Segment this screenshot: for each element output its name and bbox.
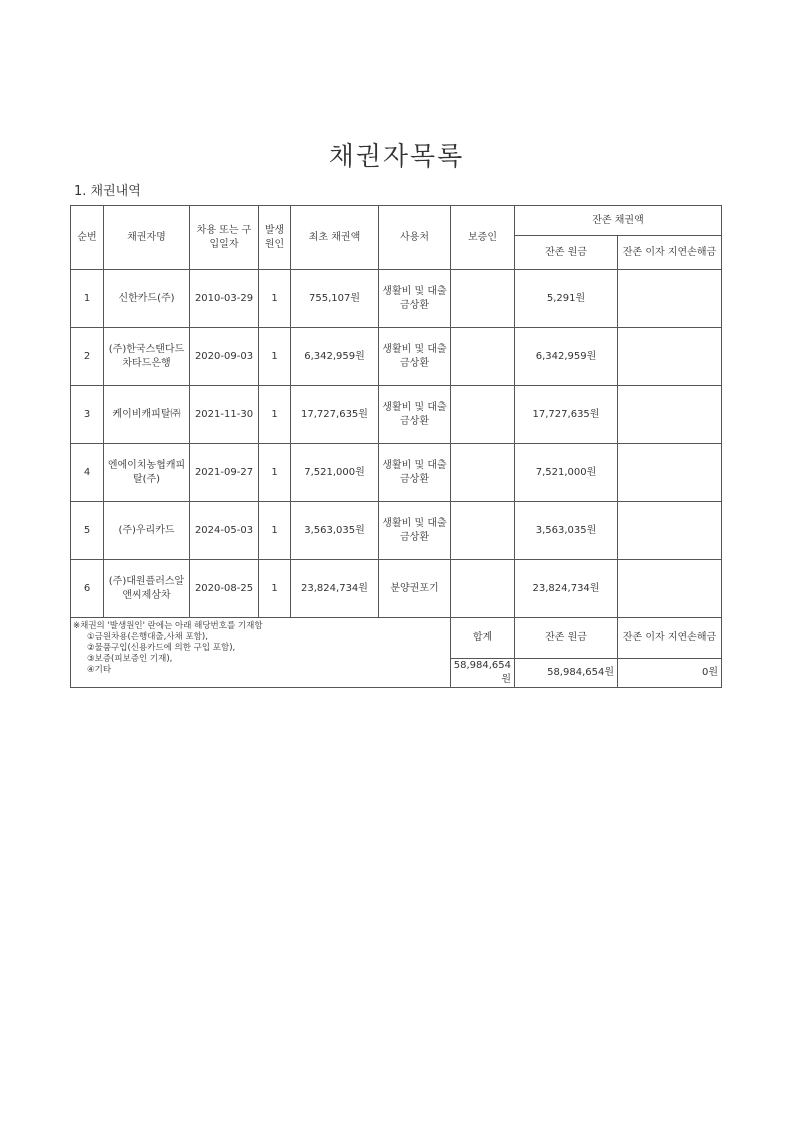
cell-creditor: 신한카드(주) xyxy=(104,270,190,328)
notes-item: ④기타 xyxy=(87,665,112,675)
cell-interest xyxy=(618,560,722,618)
cell-no: 5 xyxy=(71,502,104,560)
cell-creditor: (주)대원플러스알앤씨제삼차 xyxy=(104,560,190,618)
cell-cause: 1 xyxy=(259,444,291,502)
cell-initial: 23,824,734원 xyxy=(291,560,379,618)
cell-usage: 생활비 및 대출금상환 xyxy=(379,386,451,444)
creditor-table xyxy=(70,205,722,688)
header-creditor: 채권자명 xyxy=(104,206,190,270)
cell-guarantor xyxy=(451,386,515,444)
cell-principal: 17,727,635원 xyxy=(515,386,618,444)
cell-date: 2020-08-25 xyxy=(190,560,259,618)
table-row xyxy=(71,560,722,618)
cell-cause: 1 xyxy=(259,328,291,386)
cell-cause: 1 xyxy=(259,270,291,328)
cell-creditor: 케이비캐피탈㈜ xyxy=(104,386,190,444)
header-cause: 발생 원인 xyxy=(259,206,291,270)
cell-principal: 3,563,035원 xyxy=(515,502,618,560)
cell-creditor: (주)한국스탠다드차타드은행 xyxy=(104,328,190,386)
summary-label-row xyxy=(71,618,722,659)
cell-no: 6 xyxy=(71,560,104,618)
cell-interest xyxy=(618,328,722,386)
cell-no: 3 xyxy=(71,386,104,444)
notes-item: ②물품구입(신용카드에 의한 구입 포함), xyxy=(87,643,236,653)
cell-guarantor xyxy=(451,444,515,502)
table-row xyxy=(71,328,722,386)
notes-box xyxy=(71,618,451,688)
cell-date: 2020-09-03 xyxy=(190,328,259,386)
cell-cause: 1 xyxy=(259,386,291,444)
cell-guarantor xyxy=(451,270,515,328)
header-remaining: 잔존 채권액 xyxy=(515,206,722,236)
header-no: 순번 xyxy=(71,206,104,270)
cell-initial: 755,107원 xyxy=(291,270,379,328)
header-date: 차용 또는 구입일자 xyxy=(190,206,259,270)
table-row xyxy=(71,386,722,444)
cell-interest xyxy=(618,444,722,502)
summary-total-value: 58,984,654원 xyxy=(451,659,515,688)
header-usage: 사용처 xyxy=(379,206,451,270)
table-row xyxy=(71,270,722,328)
header-initial: 최초 채권액 xyxy=(291,206,379,270)
summary-interest-value: 0원 xyxy=(618,659,722,688)
table-row xyxy=(71,444,722,502)
cell-usage: 분양권포기 xyxy=(379,560,451,618)
notes-item: ③보증(피보증인 기재), xyxy=(87,654,173,664)
cell-interest xyxy=(618,386,722,444)
cell-guarantor xyxy=(451,328,515,386)
cell-usage: 생활비 및 대출금상환 xyxy=(379,444,451,502)
cell-date: 2021-09-27 xyxy=(190,444,259,502)
cell-usage: 생활비 및 대출금상환 xyxy=(379,502,451,560)
cell-no: 2 xyxy=(71,328,104,386)
cell-cause: 1 xyxy=(259,502,291,560)
summary-principal-value: 58,984,654원 xyxy=(515,659,618,688)
cell-initial: 6,342,959원 xyxy=(291,328,379,386)
notes-intro: ※채권의 '발생원인' 란에는 아래 해당번호를 기재함 xyxy=(73,621,263,631)
summary-total-label: 합계 xyxy=(451,618,515,659)
header-interest: 잔존 이자 지연손해금 xyxy=(618,236,722,270)
notes-item: ①금원차용(은행대출,사채 포함), xyxy=(87,632,208,642)
section-title: 1. 채권내역 xyxy=(74,184,141,199)
cell-interest xyxy=(618,502,722,560)
cell-cause: 1 xyxy=(259,560,291,618)
cell-initial: 3,563,035원 xyxy=(291,502,379,560)
cell-initial: 7,521,000원 xyxy=(291,444,379,502)
cell-date: 2010-03-29 xyxy=(190,270,259,328)
cell-principal: 7,521,000원 xyxy=(515,444,618,502)
cell-date: 2024-05-03 xyxy=(190,502,259,560)
table-row xyxy=(71,502,722,560)
cell-date: 2021-11-30 xyxy=(190,386,259,444)
cell-no: 4 xyxy=(71,444,104,502)
cell-principal: 5,291원 xyxy=(515,270,618,328)
cell-guarantor xyxy=(451,560,515,618)
cell-principal: 23,824,734원 xyxy=(515,560,618,618)
page-title: 채권자목록 xyxy=(328,142,465,172)
cell-no: 1 xyxy=(71,270,104,328)
header-guarantor: 보증인 xyxy=(451,206,515,270)
cell-principal: 6,342,959원 xyxy=(515,328,618,386)
summary-principal-label: 잔존 원금 xyxy=(515,618,618,659)
cell-guarantor xyxy=(451,502,515,560)
cell-creditor: 엔에이치농협캐피탈(주) xyxy=(104,444,190,502)
cell-creditor: (주)우리카드 xyxy=(104,502,190,560)
cell-usage: 생활비 및 대출금상환 xyxy=(379,270,451,328)
cell-interest xyxy=(618,270,722,328)
summary-interest-label: 잔존 이자 지연손해금 xyxy=(618,618,722,659)
cell-usage: 생활비 및 대출금상환 xyxy=(379,328,451,386)
header-principal: 잔존 원금 xyxy=(515,236,618,270)
cell-initial: 17,727,635원 xyxy=(291,386,379,444)
